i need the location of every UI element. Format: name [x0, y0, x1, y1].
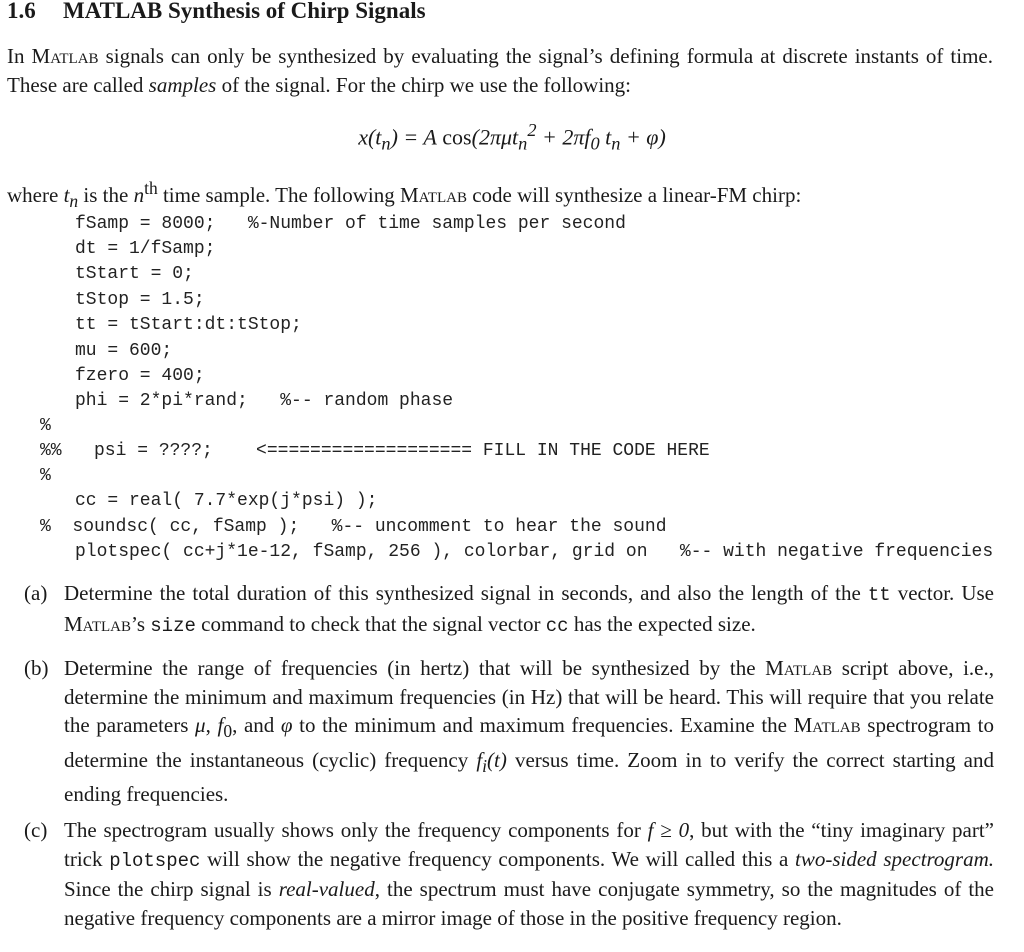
chirp-equation: $x(t_n) = A$ $\cos(2\pi\mu t_n^2 + 2\pi f_0$ $t_n + \varphi$): [358, 120, 666, 154]
code-line: tStop = 1.5;: [75, 290, 205, 310]
code-line: tt = tStart:dt:tStop;: [75, 315, 302, 335]
question-a: [24, 579, 994, 640]
code-line: plotspec( cc+j*1e-12, fSamp, 256 ), colorbar, grid on %-- with negative frequencies: [75, 542, 994, 562]
code-line: % soundsc( cc, fSamp ); %-- uncomment to hear the sound: [40, 517, 667, 537]
code-line: mu = 600;: [75, 341, 173, 361]
section-number: 1.6: [7, 0, 36, 23]
question-label: (a): [24, 581, 48, 605]
intro-paragraph: In Matlab signals can only be synthesized by evaluating the signal’s defining formula at discrete instants of time. These are called samples of the signal. For the chirp we use the following:: [7, 44, 994, 97]
code-line: %: [40, 466, 51, 486]
section-heading: [7, 0, 426, 24]
question-c: [24, 816, 994, 932]
code-line: cc = real( 7.7*exp(j*psi) );: [75, 491, 378, 511]
code-line: tStart = 0;: [75, 264, 194, 284]
question-label: (c): [24, 818, 48, 842]
code-line: fzero = 400;: [75, 366, 205, 386]
code-line: fSamp = 8000; %-Number of time samples per second: [75, 214, 626, 234]
question-b: [24, 654, 994, 809]
question-text: Determine the total duration of this synthesized signal in seconds, and also the length of the tt vector. Use Matlab’s size command to check that the signal vector cc has the expected size.: [64, 581, 994, 637]
question-label: (b): [24, 656, 49, 680]
code-line: dt = 1/fSamp;: [75, 239, 216, 259]
question-text: Determine the range of frequencies (in hertz) that will be synthesized by the Matlab script above, i.e., determine the minimum and maximum frequencies (in Hz) that will be heard. This will require that you relate the parameters μ, $f_0$, and φ to the minimum and maximum frequencies. Examine the Matlab spectrogram to determine the instantaneous (cyclic) frequency $f_i(t)$ versus time. Zoom in to verify the correct starting and ending frequencies.: [64, 656, 995, 807]
where-paragraph: where $t_n$ is the $n^{th}$ time sample. The following Matlab code will synthesize a linear-FM chirp:: [7, 178, 802, 212]
code-line: %: [40, 416, 51, 436]
question-text: The spectrogram usually shows only the frequency components for f ≥ 0, but with the “tiny imaginary part” trick plotspec will show the negative frequency components. We will called this a two-sided spectrogram. Since the chirp signal is real-valued, the spectrum must have conjugate symmetry, so the magnitudes of the negative frequency components are a mirror image of those in the positive frequency region.: [64, 818, 995, 930]
code-line: phi = 2*pi*rand; %-- random phase: [75, 391, 454, 411]
section-title: MATLAB Synthesis of Chirp Signals: [63, 0, 426, 23]
code-line: %% psi = ????; <=================== FILL IN THE CODE HERE: [40, 441, 710, 461]
